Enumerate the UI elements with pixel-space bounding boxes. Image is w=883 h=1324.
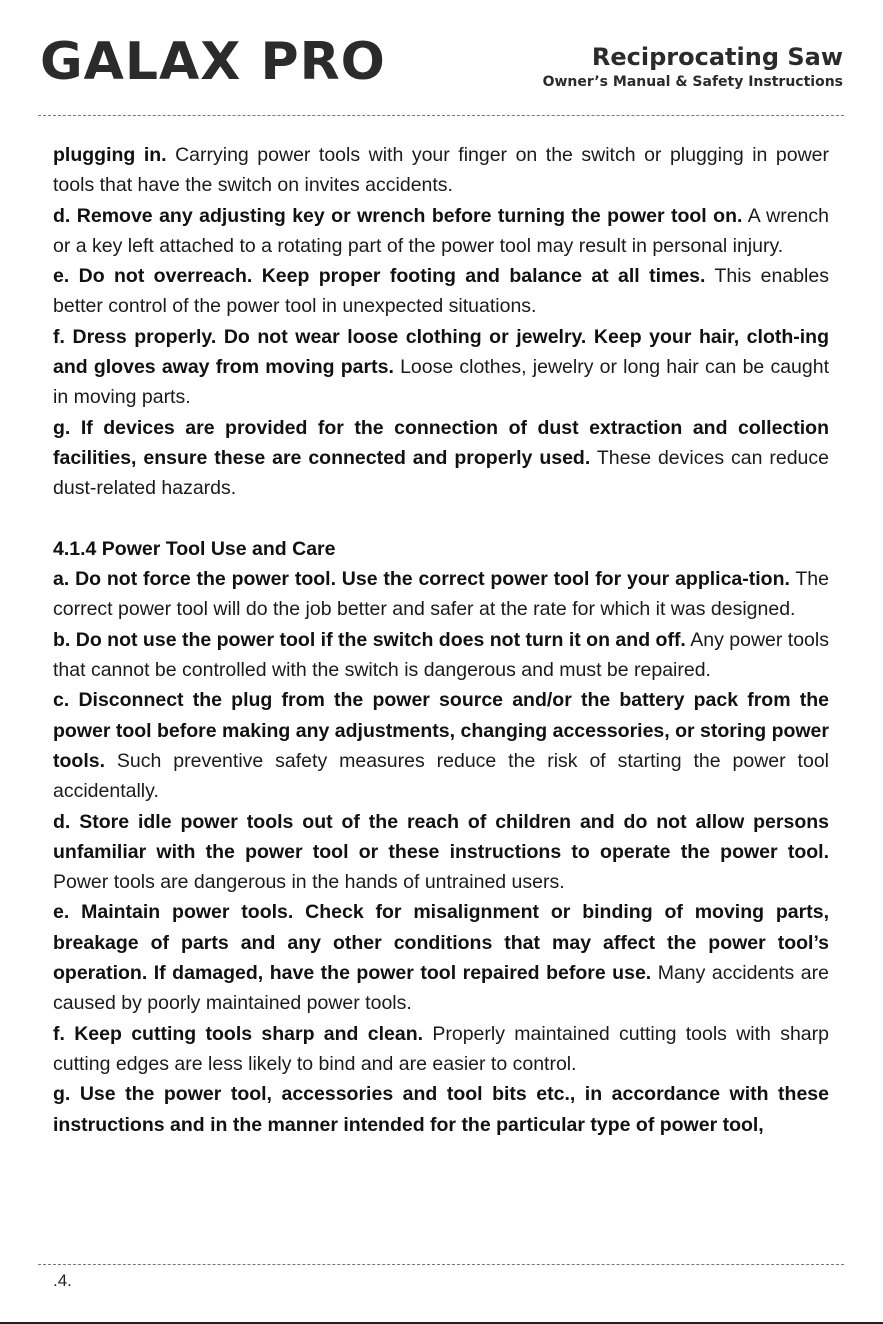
paragraph-text: Properly maintained cutting tools with sharp cutting edges are less likely to bind and are easier to control. (53, 1022, 829, 1075)
paragraph-adjusting-key (53, 201, 829, 262)
page-number: .4. (53, 1271, 72, 1290)
paragraph-plugging (53, 140, 829, 201)
paragraph-text: The correct power tool will do the job better and safer at the rate for which it was designed. (53, 568, 829, 621)
paragraph-switch (53, 625, 829, 686)
paragraph-dust (53, 413, 829, 504)
brand-logo: GALAX PRO (40, 32, 386, 92)
paragraph-force (53, 564, 829, 625)
paragraph-lead: g. If devices are provided for the connection of dust extraction and collection facilities, ensure these are connected and properly used. (53, 416, 829, 469)
section-heading (53, 534, 829, 564)
paragraph-dress (53, 322, 829, 413)
spacer (53, 504, 829, 534)
paragraph-text: Carrying power tools with your finger on the switch or plugging in power tools that have the switch on invites accidents. (53, 144, 829, 197)
paragraph-lead: e. Do not overreach. Keep proper footing and balance at all times. (53, 265, 706, 288)
paragraph-text: Many accidents are caused by poorly maintained power tools. (53, 962, 829, 1015)
paragraph-disconnect (53, 685, 829, 806)
paragraph-text: Any power tools that cannot be controlled with the switch is dangerous and must be repaired. (53, 628, 829, 682)
footer-divider (38, 1264, 844, 1265)
paragraph-store (53, 807, 829, 898)
paragraph-text: This enables better control of the power tool in unexpected situations. (53, 265, 829, 318)
paragraph-lead: f. Keep cutting tools sharp and clean. (53, 1022, 424, 1045)
paragraph-text: Loose clothes, jewelry or long hair can be caught in moving parts. (53, 356, 829, 409)
paragraph-text: Such preventive safety measures reduce the risk of starting the power tool accidentally. (53, 749, 829, 803)
paragraph-lead: c. Disconnect the plug from the power source and/or the battery pack from the power tool before making any adjustments, changing accessories, or storing power tools. (53, 689, 829, 772)
page-body (53, 140, 829, 1140)
section-heading-text: 4.1.4 Power Tool Use and Care (53, 537, 336, 560)
paragraph-lead: b. Do not use the power tool if the switch does not turn it on and off. (53, 628, 686, 651)
paragraph-lead: f. Dress properly. Do not wear loose clothing or jewelry. Keep your hair, cloth-ing and gloves away from moving parts. (53, 325, 829, 379)
paragraph-text: These devices can reduce dust-related hazards. (53, 446, 830, 500)
paragraph-lead: a. Do not force the power tool. Use the correct power tool for your applica-tion. (53, 568, 790, 591)
paragraph-lead: e. Maintain power tools. Check for misalignment or binding of moving parts, breakage of parts and any other conditions that may affect the power tool’s operation. If damaged, have the power tool repaired before use. (53, 901, 829, 985)
manual-title: Reciprocating Saw (591, 43, 843, 71)
paragraph-text: Power tools are dangerous in the hands of untrained users. (53, 871, 565, 894)
manual-subtitle: Owner’s Manual & Safety Instructions (542, 74, 843, 91)
paragraph-maintain (53, 897, 829, 1018)
header-divider (38, 115, 844, 116)
paragraph-lead: plugging in. (53, 144, 167, 166)
paragraph-lead: d. Store idle power tools out of the reach of children and do not allow persons unfamiliar with the power tool or these instructions to operate the power tool. (53, 810, 829, 863)
paragraph-text: A wrench or a key left attached to a rotating part of the power tool may result in personal injury. (53, 204, 829, 257)
header-right (543, 44, 843, 90)
paragraph-lead: g. Use the power tool, accessories and tool bits etc., in accordance with these instructions and in the manner intended for the particular type of power tool, (53, 1083, 829, 1136)
paragraph-overreach (53, 261, 829, 322)
paragraph-use-tool (53, 1079, 829, 1140)
paragraph-lead: d. Remove any adjusting key or wrench before turning the power tool on. (53, 204, 743, 227)
paragraph-cutting-tools (53, 1019, 829, 1080)
